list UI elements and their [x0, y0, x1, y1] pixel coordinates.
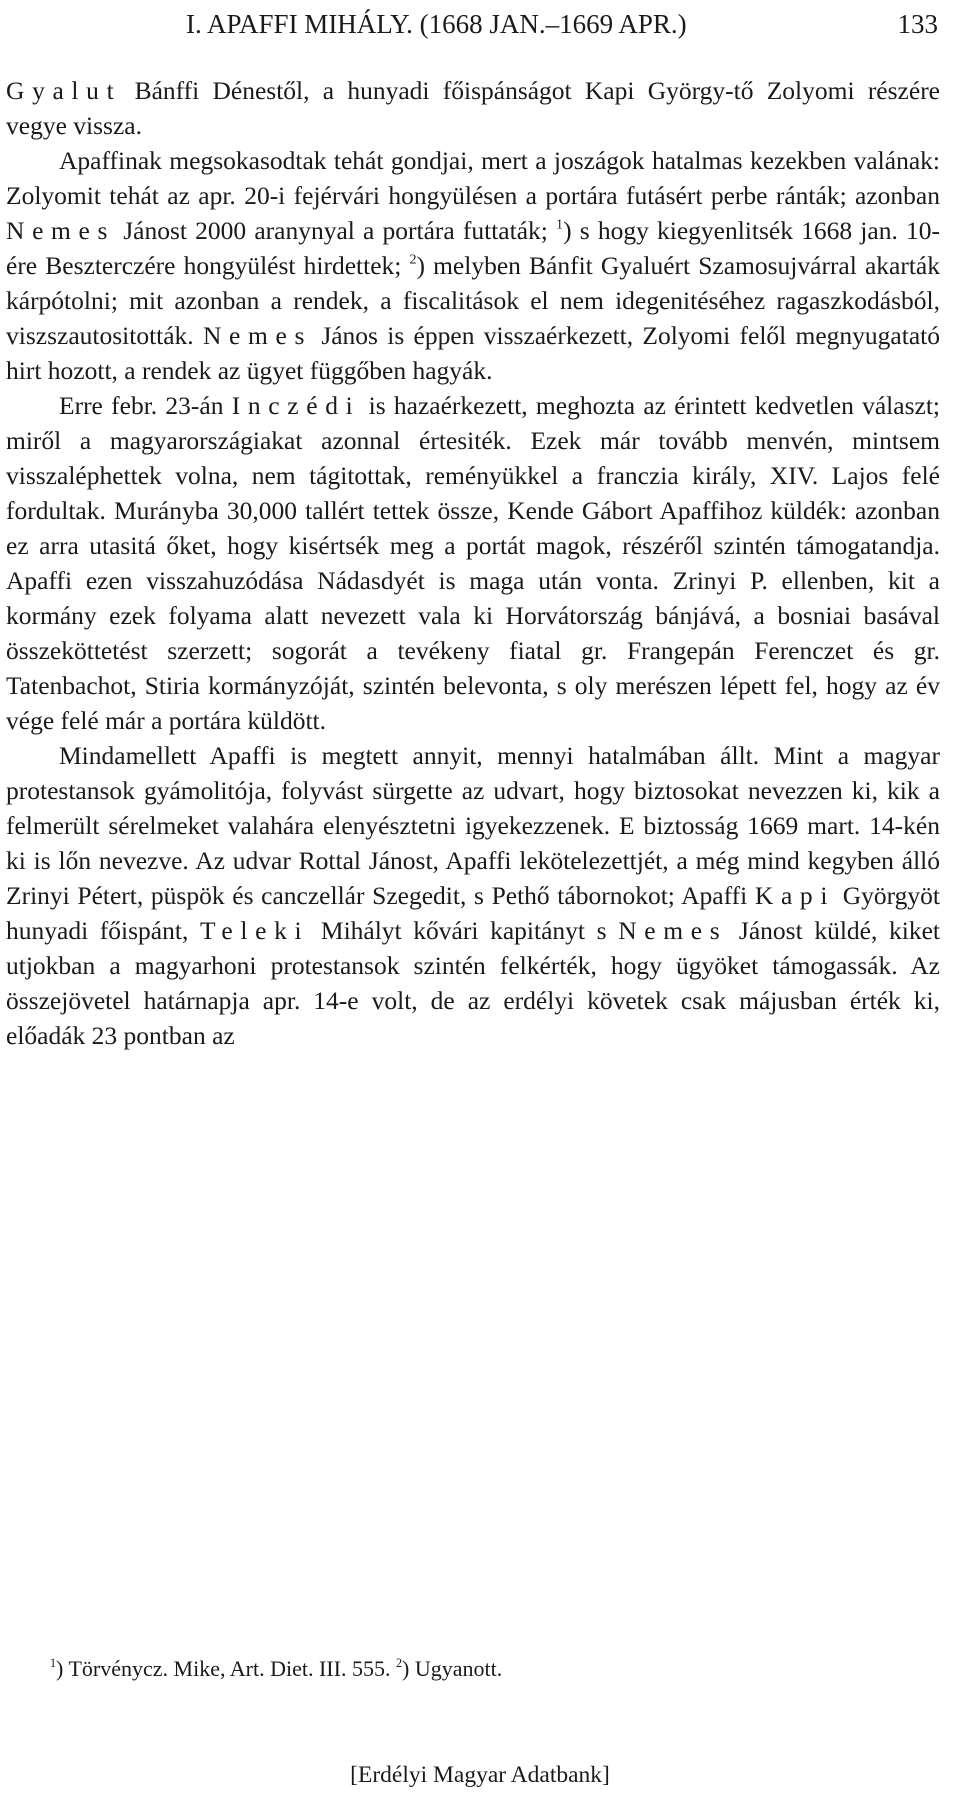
text-run: is hazaérkezett, meghozta az érintett kedvetlen választ; miről a magyarországiakat azonnal értesiték. Ezek már tovább menvén, mintsem visszaléphettek volna, nem tágitottak, reményükkel a franczia király, XIV. Lajos felé fordultak. Murányba 30,000 tallért tettek össze, Kende Gábort Apaffihoz küldék: azonban ez arra utasitá őket, hogy kisértsék meg a portát magok, részéről szintén támogatandja. Apaffi ezen visszahuzódása Nádasdyét is maga után vonta. Zrinyi P. ellenben, kit a kormány ezek folyama alatt nevezett vala ki Horvátország bánjává, a bosniai basával összeköttetést szerzett; sogorát a tevékeny fiatal gr. Frangepán Ferenczet és gr. Tatenbachot, Stiria kormányzóját, szintén belevonta, s oly merészen lépett fel, hogy az év vége felé már a portára küldött. — [6, 391, 940, 735]
text-run: Györgyöt hunyadi főispánt, — [6, 881, 941, 945]
footnote-text: ) Ugyanott. — [402, 1656, 503, 1681]
page-number: 133 — [897, 9, 938, 39]
chapter-title: I. APAFFI MIHÁLY. (1668 JAN.–1669 APR.) — [186, 9, 687, 39]
text-run: Apaffinak megsokasodtak tehát gondjai, mert a joszágok hatalmas kezekben valának: Zolyomit tehát az apr. 20-i fejérvári hongyülésen a portára futásért perbe ránták; azonban — [6, 146, 940, 210]
paragraph-3 — [6, 388, 940, 738]
text-run: Erre febr. 23-án — [59, 391, 232, 420]
footnotes — [50, 1653, 502, 1685]
spaced-name: Gyalut — [6, 76, 122, 105]
footnote-ref-2: 2 — [409, 252, 417, 268]
spaced-name: Kapi — [754, 881, 836, 910]
body-text — [6, 73, 940, 1053]
spaced-name: Nemes — [6, 216, 116, 245]
footnote-marker-2: 2 — [395, 1655, 402, 1670]
text-run: Jánost 2000 aranynyal a portára futtaták; — [115, 216, 557, 245]
text-run: ) melyben Bánfit Gyaluért Szamosujvárral akarták kárpótolni; mit azonban a rendek, a fiscalitások el nem idegenitéséhez ragaszkodásból, viszszautositották. — [6, 251, 940, 350]
spaced-name: Nemes — [618, 916, 728, 945]
spaced-name: Inczédi — [231, 391, 361, 420]
spaced-name: Nemes — [202, 321, 313, 350]
text-run: ) s hogy kiegyenlitsék 1668 jan. 10-ére Beszterczére hongyülést hirdettek; — [6, 216, 940, 280]
paragraph-4 — [6, 738, 940, 1053]
text-run: Mindamellett Apaffi is megtett annyit, mennyi hatalmában állt. Mint a magyar protestansok gyámolitója, folyvást sürgette az udvart, hogy biztosokat nevezzen ki, kik a felmerült sérelmeket valahára elenyésztetni igyekezzenek. E biztosság 1669 mart. 14-kén ki is lőn nevezve. Az udvar Rottal Jánost, Apaffi lekötelezettjét, a még mind kegyben álló Zrinyi Pétert, püspök és canczellár Szegedit, s Pethő tábornokot; Apaffi — [6, 741, 940, 910]
footnote-ref-1: 1 — [556, 217, 564, 233]
text-run: Jánost küldé, kiket utjokban a magyarhoni protestansok szintén felkérték, hogy ügyöket támogassák. Az összejövetel határnapja apr. 14-e volt, de az erdélyi követek csak májusban érték ki, előadák 23 pontban az — [6, 916, 940, 1050]
text-run: Mihályt kővári kapitányt s — [309, 916, 619, 945]
text-run: János is éppen visszaérkezett, Zolyomi felől megnyugatató hirt hozott, a rendek az ügyet függőben hagyák. — [6, 321, 940, 385]
spaced-name: Teleki — [199, 916, 310, 945]
footnote-text: ) Törvénycz. Mike, Art. Diet. III. 555. — [56, 1656, 396, 1681]
text-run: Bánffi Dénestől, a hunyadi főispánságot Kapi György-tő Zolyomi részére vegye vissza. — [6, 76, 940, 140]
footnote-marker-1: 1 — [50, 1655, 57, 1670]
paragraph-2 — [6, 143, 940, 388]
paragraph-1 — [6, 73, 940, 143]
page-footer: [Erdélyi Magyar Adatbank] — [350, 1762, 610, 1788]
